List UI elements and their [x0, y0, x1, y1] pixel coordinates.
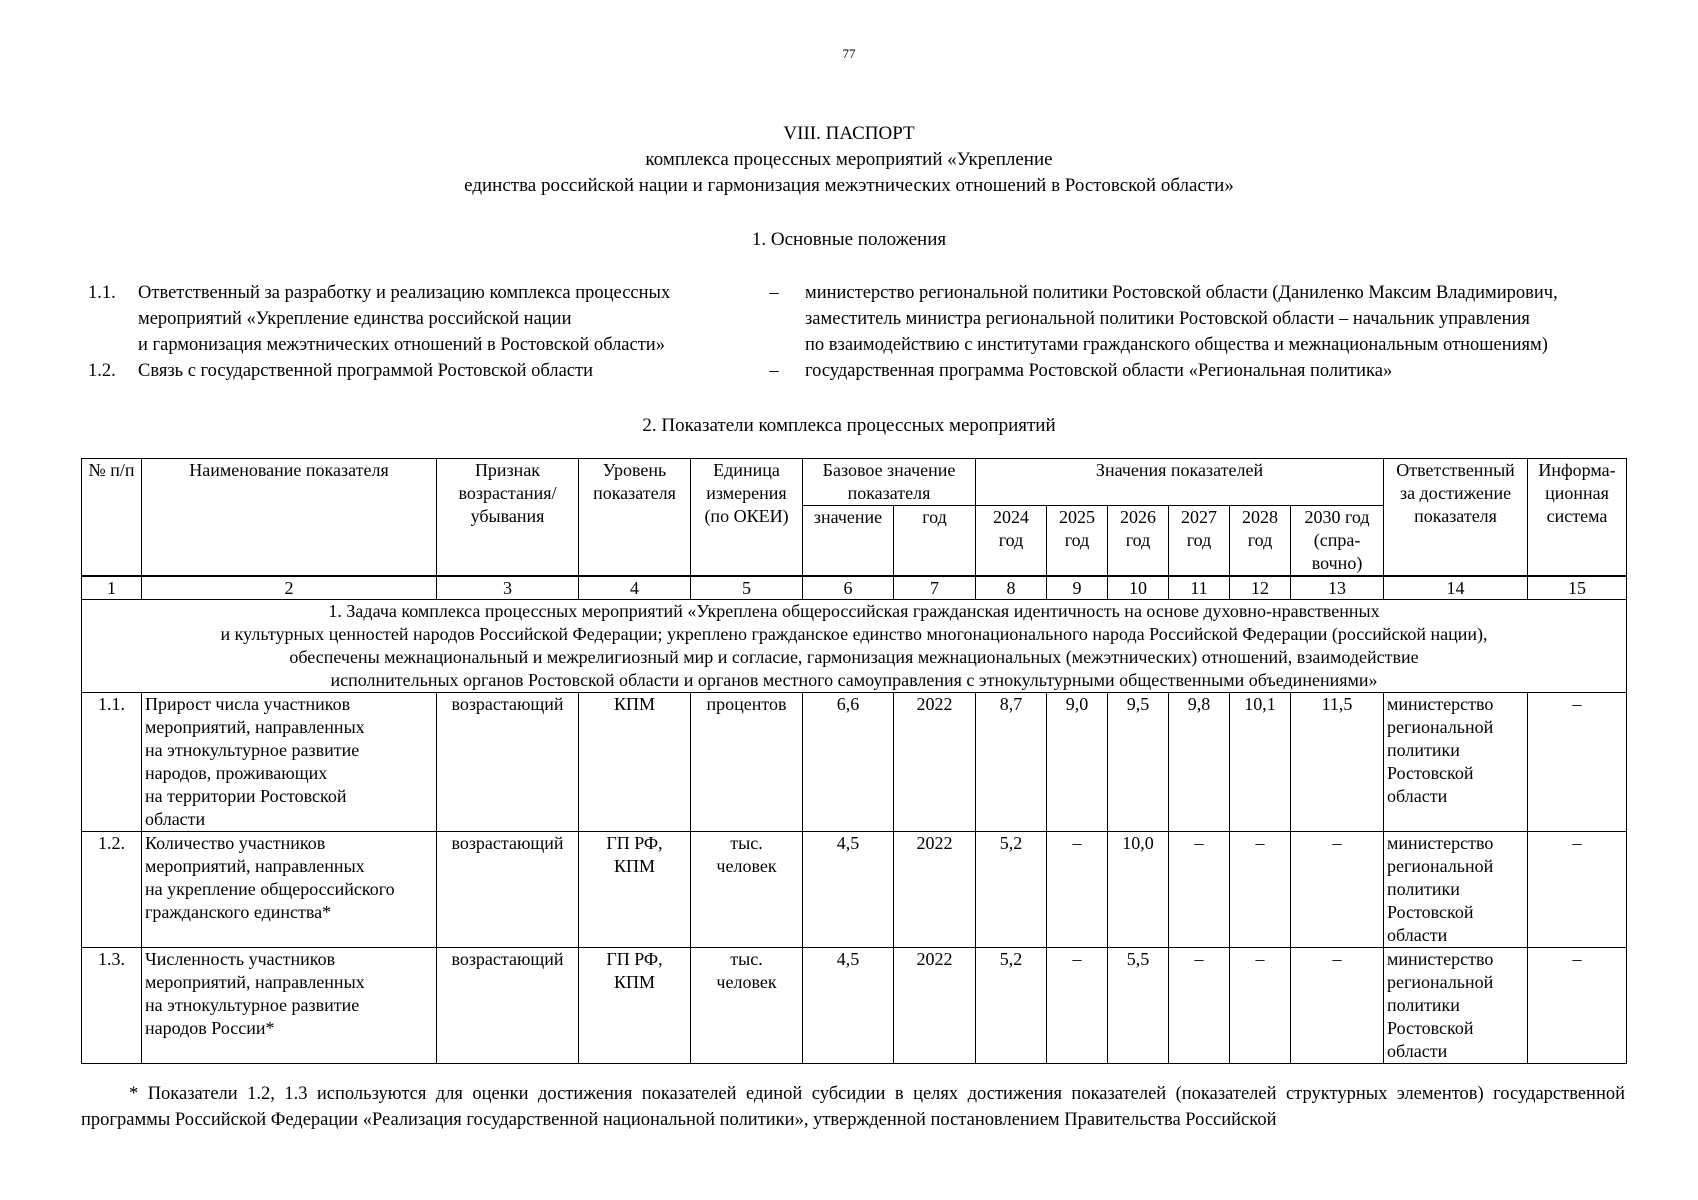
- text-line: политики: [1387, 994, 1460, 1015]
- text-line: народов России*: [145, 1017, 275, 1038]
- text-line: КПМ: [613, 971, 655, 992]
- text-line: региональной: [1387, 971, 1494, 992]
- provision-dash: –: [769, 361, 779, 381]
- page-number: 77: [842, 46, 856, 61]
- column-number: 4: [579, 576, 691, 600]
- base-value: 6,6: [803, 692, 894, 831]
- column-number: 10: [1108, 576, 1169, 600]
- text-line: мероприятий, направленных: [145, 716, 365, 737]
- col-header-base-year: год: [894, 506, 976, 576]
- indicator-sign: возрастающий: [437, 947, 579, 1063]
- indicator-level: [579, 831, 691, 947]
- row-number: 1.1.: [82, 692, 142, 831]
- text-line: гражданского единства*: [145, 901, 332, 922]
- table-row: [82, 692, 1627, 831]
- table-row: [82, 831, 1627, 947]
- indicator-unit: [691, 947, 803, 1063]
- text-line: на территории Ростовской: [145, 785, 347, 806]
- base-year: 2022: [894, 692, 976, 831]
- text-line: мероприятий «Укрепление единства российской нации: [138, 309, 572, 329]
- text-line: политики: [1387, 878, 1460, 899]
- text-line: обеспечены межнациональный и межрелигиозный мир и согласие, гармонизация межнациональных (межэтнических) отношений, взаимодействие: [289, 646, 1419, 667]
- info-system: –: [1528, 831, 1627, 947]
- provision-dash: –: [769, 283, 779, 303]
- title-line: комплекса процессных мероприятий «Укрепление: [645, 149, 1053, 170]
- col-header-base: Базовое значение показателя: [803, 459, 976, 506]
- text-line: региональной: [1387, 716, 1494, 737]
- col-header-num: № п/п: [82, 459, 142, 576]
- text-line: Ростовской: [1387, 901, 1474, 922]
- col-header-name: Наименование показателя: [142, 459, 437, 576]
- text-line: области: [1387, 1040, 1448, 1061]
- year-value: –: [1169, 947, 1230, 1063]
- text-line: и культурных ценностей народов Российской Федерации; укреплено гражданское единство многонационального народа Российской Федерации (российской нации),: [220, 623, 1488, 644]
- year-value: 10,0: [1108, 831, 1169, 947]
- year-value: –: [1169, 831, 1230, 947]
- row-number: 1.3.: [82, 947, 142, 1063]
- base-value: 4,5: [803, 947, 894, 1063]
- text-line: ГП РФ,: [606, 832, 663, 853]
- year-value: 5,5: [1108, 947, 1169, 1063]
- year-value: 9,5: [1108, 692, 1169, 831]
- indicators-table: [81, 458, 1627, 1064]
- page-title: [0, 121, 1698, 199]
- col-header-unit: Единица измерения (по ОКЕИ): [691, 459, 803, 576]
- text-line: Количество участников: [145, 832, 326, 853]
- base-year: 2022: [894, 947, 976, 1063]
- text-line: политики: [1387, 739, 1460, 760]
- year-value: –: [1291, 947, 1384, 1063]
- provision-value: [805, 280, 1635, 358]
- title-line: единства российской нации и гармонизация межэтнических отношений в Ростовской области»: [464, 175, 1234, 196]
- text-line: Ответственный за разработку и реализацию комплекса процессных: [138, 283, 671, 303]
- row-number: 1.2.: [82, 831, 142, 947]
- column-number: 11: [1169, 576, 1230, 600]
- column-number: 12: [1230, 576, 1291, 600]
- text-line: министерство: [1387, 948, 1494, 969]
- text-line: области: [1387, 924, 1448, 945]
- title-line: VIII. ПАСПОРТ: [783, 123, 915, 144]
- text-line: ГП РФ,: [606, 948, 663, 969]
- column-number: 14: [1384, 576, 1528, 600]
- provision-label: [138, 280, 743, 358]
- text-line: области: [145, 808, 206, 829]
- text-line: КПМ: [613, 855, 655, 876]
- base-value: 4,5: [803, 831, 894, 947]
- year-value: 5,2: [976, 831, 1047, 947]
- section1-title: 1. Основные положения: [751, 229, 947, 250]
- responsible: [1384, 947, 1528, 1063]
- indicator-name: [142, 947, 437, 1063]
- column-number: 3: [437, 576, 579, 600]
- column-number: 13: [1291, 576, 1384, 600]
- column-number: 2: [142, 576, 437, 600]
- indicator-sign: возрастающий: [437, 831, 579, 947]
- task-row: [82, 599, 1627, 692]
- indicator-level: [579, 947, 691, 1063]
- text-line: на этнокультурное развитие: [145, 994, 360, 1015]
- column-number-row: [82, 576, 1627, 600]
- col-header-values: Значения показателей: [976, 459, 1384, 506]
- column-number: 5: [691, 576, 803, 600]
- year-value: 9,0: [1047, 692, 1108, 831]
- col-header-level: Уровень показателя: [579, 459, 691, 576]
- text-line: народов, проживающих: [145, 762, 328, 783]
- col-header-base-value: значение: [803, 506, 894, 576]
- text-line: министерство: [1387, 832, 1494, 853]
- col-header-sign: Признак возрастания/ убывания: [437, 459, 579, 576]
- footnote: * Показатели 1.2, 1.3 используются для оценки достижения показателей единой субсидии в целях достижения показателей (показателей структурных элементов) государственной программы Российской Федерации «Реализация государственной национальной политики», утвержденной постановлением Правительства Российской: [81, 1084, 1625, 1130]
- column-number: 1: [82, 576, 142, 600]
- column-number: 8: [976, 576, 1047, 600]
- text-line: государственная программа Ростовской области «Региональная политика»: [805, 361, 1393, 381]
- text-line: КПМ: [613, 693, 655, 714]
- text-line: человек: [716, 971, 777, 992]
- year-value: –: [1230, 831, 1291, 947]
- table-row: [82, 947, 1627, 1063]
- indicator-unit: [691, 692, 803, 831]
- col-header-responsible: Ответственный за достижение показателя: [1384, 459, 1528, 576]
- col-header-year: 2025 год: [1047, 506, 1108, 576]
- indicator-sign: возрастающий: [437, 692, 579, 831]
- task-description: [82, 599, 1627, 692]
- indicator-level: [579, 692, 691, 831]
- text-line: Ростовской: [1387, 1017, 1474, 1038]
- text-line: Прирост числа участников: [145, 693, 351, 714]
- base-year: 2022: [894, 831, 976, 947]
- year-value: 10,1: [1230, 692, 1291, 831]
- text-line: министерство: [1387, 693, 1494, 714]
- text-line: 1. Задача комплекса процессных мероприятий «Укреплена общероссийская гражданская идентичность на основе духовно-нравственных: [328, 600, 1380, 621]
- provision-number: 1.2.: [88, 361, 116, 381]
- col-header-year: 2028 год: [1230, 506, 1291, 576]
- basic-provisions-table: [88, 280, 1635, 384]
- indicator-unit: [691, 831, 803, 947]
- text-line: министерство региональной политики Ростовской области (Даниленко Максим Владимирович,: [805, 283, 1558, 303]
- responsible: [1384, 692, 1528, 831]
- text-line: исполнительных органов Ростовской области и органов местного самоуправления с этнокультурными общественными объединениями»: [330, 669, 1378, 690]
- year-value: 8,7: [976, 692, 1047, 831]
- text-line: процентов: [706, 693, 787, 714]
- info-system: –: [1528, 947, 1627, 1063]
- text-line: на укрепление общероссийского: [145, 878, 395, 899]
- col-header-year: 2027 год: [1169, 506, 1230, 576]
- indicator-name: [142, 692, 437, 831]
- text-line: Ростовской: [1387, 762, 1474, 783]
- column-number: 6: [803, 576, 894, 600]
- text-line: заместитель министра региональной политики Ростовской области – начальник управления: [805, 309, 1530, 329]
- provision-number: 1.1.: [88, 283, 116, 303]
- header-row: [82, 459, 1627, 506]
- section2-title: 2. Показатели комплекса процессных мероприятий: [642, 415, 1056, 436]
- provision-value: [805, 358, 1635, 384]
- text-line: на этнокультурное развитие: [145, 739, 360, 760]
- text-line: по взаимодействию с институтами гражданского общества и межнациональным отношениям): [805, 335, 1548, 355]
- column-number: 7: [894, 576, 976, 600]
- col-header-year: 2024 год: [976, 506, 1047, 576]
- text-line: Численность участников: [145, 948, 336, 969]
- text-line: области: [1387, 785, 1448, 806]
- year-value: 5,2: [976, 947, 1047, 1063]
- indicator-name: [142, 831, 437, 947]
- year-value: –: [1047, 947, 1108, 1063]
- col-header-info-system: Информа-ционная система: [1528, 459, 1627, 576]
- provision-row: [88, 358, 1635, 384]
- year-value: –: [1291, 831, 1384, 947]
- text-line: тыс.: [730, 832, 763, 853]
- provision-row: [88, 280, 1635, 358]
- column-number: 15: [1528, 576, 1627, 600]
- text-line: региональной: [1387, 855, 1494, 876]
- year-value: –: [1047, 831, 1108, 947]
- year-value: 9,8: [1169, 692, 1230, 831]
- text-line: мероприятий, направленных: [145, 971, 365, 992]
- text-line: мероприятий, направленных: [145, 855, 365, 876]
- provision-label: [138, 358, 743, 384]
- info-system: –: [1528, 692, 1627, 831]
- year-value: 11,5: [1291, 692, 1384, 831]
- text-line: человек: [716, 855, 777, 876]
- text-line: тыс.: [730, 948, 763, 969]
- responsible: [1384, 831, 1528, 947]
- column-number: 9: [1047, 576, 1108, 600]
- text-line: и гармонизация межэтнических отношений в Ростовской области»: [138, 335, 665, 355]
- col-header-year: 2030 год (спра-вочно): [1291, 506, 1384, 576]
- text-line: Связь с государственной программой Ростовской области: [138, 361, 594, 381]
- col-header-year: 2026 год: [1108, 506, 1169, 576]
- year-value: –: [1230, 947, 1291, 1063]
